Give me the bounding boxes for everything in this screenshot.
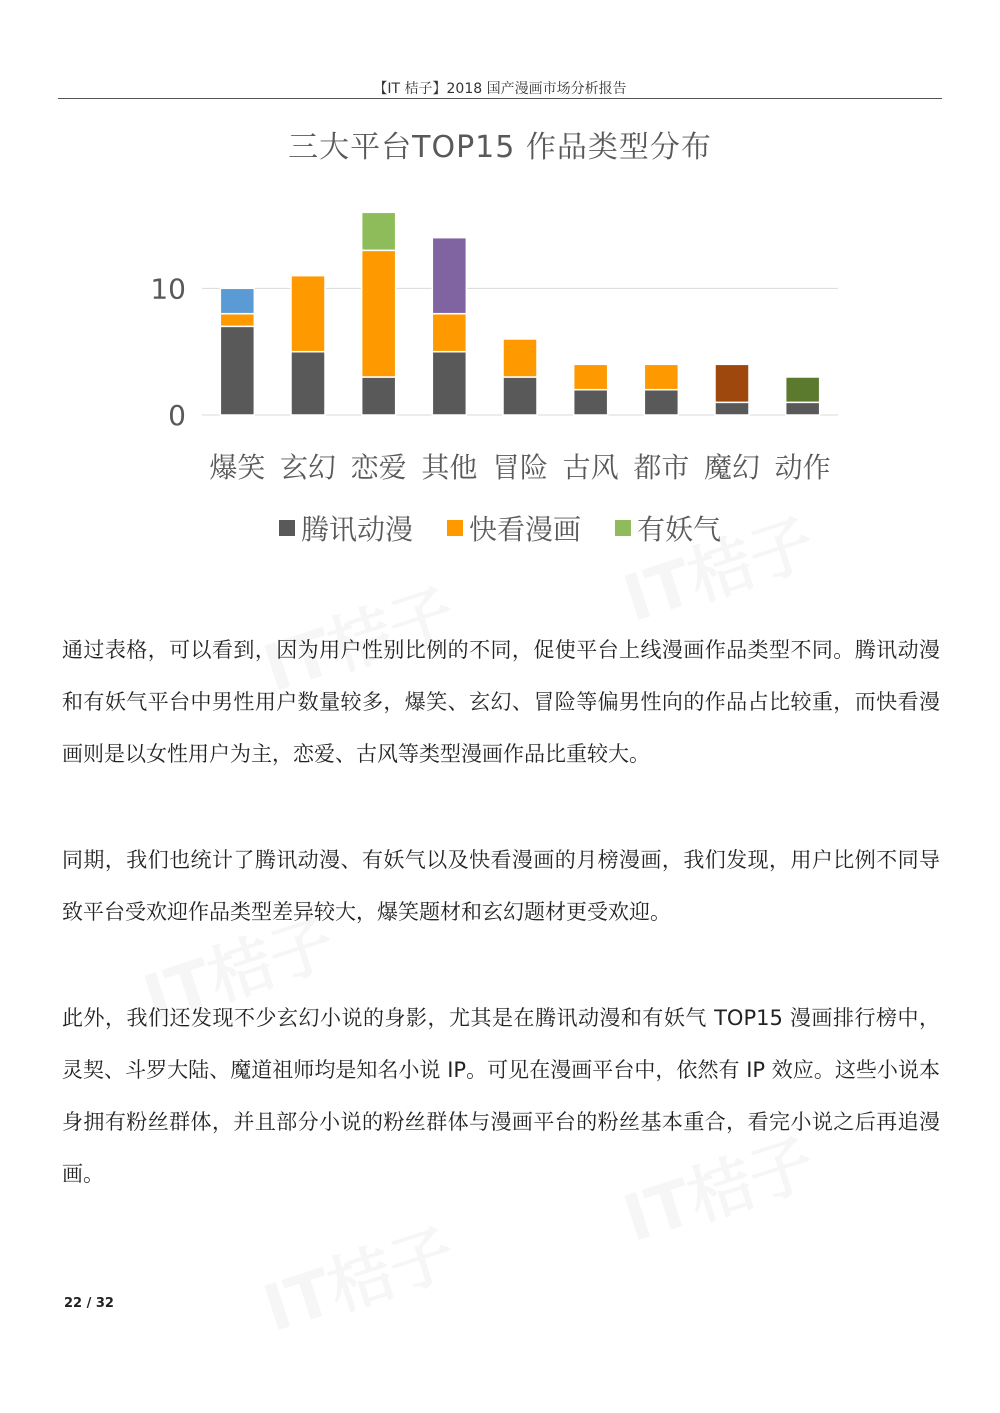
x-tick-label: 玄幻 xyxy=(279,451,337,484)
x-tick-label: 动作 xyxy=(774,451,831,484)
legend-label: 腾讯动漫 xyxy=(300,513,413,546)
bar-segment xyxy=(220,288,254,313)
bar-segment xyxy=(220,326,254,415)
legend-item-kuaikan xyxy=(447,508,581,548)
bar-segment xyxy=(644,364,678,389)
x-tick-label: 古风 xyxy=(562,451,619,484)
bar-segment xyxy=(786,377,820,402)
bar-segment xyxy=(503,377,537,415)
x-tick-label: 其他 xyxy=(421,451,478,484)
bar-segment xyxy=(715,402,749,415)
bar-segment xyxy=(574,364,608,389)
legend-swatch xyxy=(279,520,295,536)
bar-segment xyxy=(291,352,325,415)
chart-legend xyxy=(0,508,1000,548)
bar-segment xyxy=(786,402,820,415)
paragraph-3: 此外，我们还发现不少玄幻小说的身影，尤其是在腾讯动漫和有妖气 TOP15 漫画排行榜中，灵契、斗罗大陆、魔道祖师均是知名小说 IP。可见在漫画平台中，依然有 IP 效应。这些小说本身拥有粉丝群体，并且部分小说的粉丝群体与漫画平台的粉丝基本重合，看完小说之后再追漫画。 xyxy=(62,1006,940,1186)
bar-segment xyxy=(362,212,396,250)
bar-segment xyxy=(362,377,396,415)
bar-segment xyxy=(574,390,608,415)
bar-segment xyxy=(644,390,678,415)
bar-segment xyxy=(432,314,466,352)
chart-title: 三大平台TOP15 作品类型分布 xyxy=(288,130,712,165)
bar-segment xyxy=(291,276,325,352)
legend-item-tencent xyxy=(279,508,413,548)
legend-swatch xyxy=(447,520,463,536)
y-tick-label: 0 xyxy=(168,399,186,432)
legend-item-youyaoqi xyxy=(615,508,721,548)
watermark xyxy=(251,1202,465,1350)
page-number: 22 / 32 xyxy=(64,1296,114,1311)
legend-swatch xyxy=(615,520,631,536)
bar-segment xyxy=(715,364,749,402)
legend-label: 快看漫画 xyxy=(468,513,581,546)
paragraph-1: 通过表格，可以看到，因为用户性别比例的不同，促使平台上线漫画作品类型不同。腾讯动漫和有妖气平台中男性用户数量较多，爆笑、玄幻、冒险等偏男性向的作品占比较重，而快看漫画则是以女性用户为主，恋爱、古风等类型漫画作品比重较大。 xyxy=(62,638,940,766)
bar-segment xyxy=(220,314,254,327)
legend-label: 有妖气 xyxy=(637,513,722,546)
bar-segment xyxy=(362,250,396,377)
x-tick-label: 爆笑 xyxy=(209,451,266,484)
bar-segment xyxy=(432,352,466,415)
x-tick-label: 冒险 xyxy=(491,451,549,484)
page-header: 【IT 桔子】2018 国产漫画市场分析报告 xyxy=(373,81,627,97)
bar-segment xyxy=(503,339,537,377)
header-divider xyxy=(58,98,942,99)
bar-segment xyxy=(432,238,466,314)
y-tick-label: 10 xyxy=(150,272,186,306)
x-tick-label: 都市 xyxy=(633,451,690,484)
x-tick-label: 恋爱 xyxy=(350,451,407,484)
paragraph-2: 同期，我们也统计了腾讯动漫、有妖气以及快看漫画的月榜漫画，我们发现，用户比例不同导致平台受欢迎作品类型差异较大，爆笑题材和玄幻题材更受欢迎。 xyxy=(62,848,940,924)
stacked-bar-chart xyxy=(140,195,860,495)
x-tick-label: 魔幻 xyxy=(703,451,761,484)
